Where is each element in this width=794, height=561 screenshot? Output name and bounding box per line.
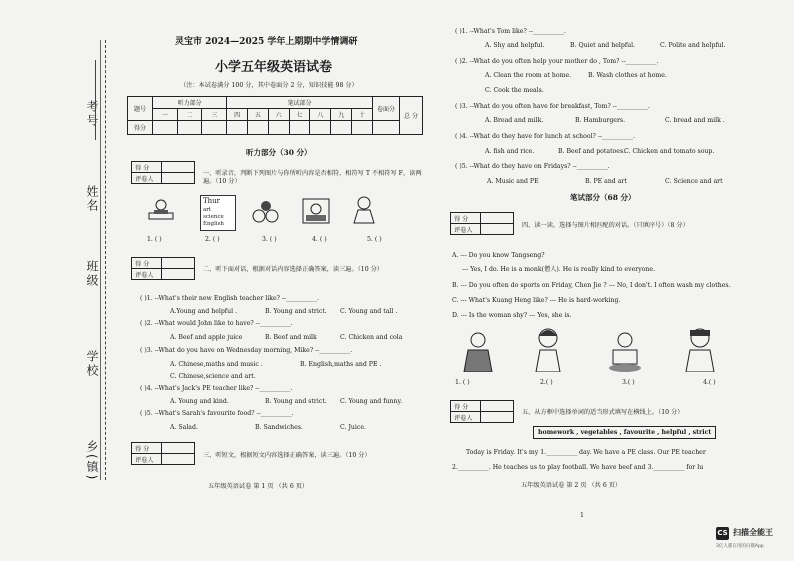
score-cell[interactable]: [331, 121, 352, 135]
page-footer-1: 五年级英语试卷 第 1 页 （共 6 页）: [208, 483, 309, 490]
exam-number-label: 考号: [85, 100, 99, 128]
camscanner-tagline: 3亿人都在用的扫描App: [716, 544, 764, 549]
class-label: 班级: [85, 260, 99, 288]
col-num: 四: [227, 109, 248, 121]
score-entry[interactable]: [481, 213, 514, 224]
option-c[interactable]: C. Cook the meals.: [485, 87, 544, 94]
question: ( )5. --What's Sarah's favourite food? --__________.: [140, 410, 294, 417]
exam-note: （注：本试卷满分 100 分，其中卷面分 2 分，知识技能 98 分）: [180, 82, 358, 89]
grader-entry[interactable]: [162, 454, 195, 465]
score-label: 得 分: [451, 213, 481, 224]
option-c[interactable]: C. Young and funny.: [340, 398, 403, 405]
picture-kuang-heng: [680, 326, 720, 372]
score-cell[interactable]: [310, 121, 331, 135]
exam-title: 灵宝市 2024—2025 学年上期期中学情调研: [175, 37, 358, 47]
option-a[interactable]: A. Young and kind.: [170, 398, 229, 405]
option-a[interactable]: A. Chinese,maths and music .: [170, 361, 263, 368]
question: ( )1. --What's Tom like? --__________.: [455, 28, 566, 35]
answer-blank[interactable]: 1. ( ): [147, 236, 162, 243]
passage-line-1: Today is Friday. It's my 1.__________ day. We have a PE class. Our PE teacher: [466, 449, 706, 456]
section4-instruction: 四、读一读，选择与图片相匹配的对话。（只填序号）（8 分）: [522, 222, 689, 229]
fold-line: [105, 40, 106, 480]
scorer-box-3: [131, 442, 195, 465]
score-entry[interactable]: [162, 258, 195, 269]
col-num: 八: [310, 109, 331, 121]
option-b[interactable]: B. Young and strict.: [265, 308, 327, 315]
answer-blank[interactable]: 4. ( ): [312, 236, 327, 243]
option-b[interactable]: B. Sandwiches.: [255, 424, 303, 431]
page-mark: 1: [580, 512, 584, 519]
picture-timetable: [200, 195, 236, 231]
option-b[interactable]: B. English,maths and PE .: [300, 361, 382, 368]
answer-blank[interactable]: 3. ( ): [262, 236, 277, 243]
timetable-subject: science: [203, 214, 224, 220]
grader-entry[interactable]: [481, 412, 514, 423]
question: ( )4. --What do they have for lunch at school? --__________.: [455, 133, 635, 140]
option-a[interactable]: A. Clean the room at home.: [485, 72, 572, 79]
section5-instruction: 五、从方框中选择单词的适当形式填写在横线上。（10 分）: [522, 409, 684, 416]
score-cell[interactable]: [289, 121, 310, 135]
picture-fruits: [250, 198, 282, 226]
option-c[interactable]: C. bread and milk .: [665, 117, 725, 124]
picture-cooking: [300, 195, 332, 223]
col-num: 一: [153, 109, 178, 121]
scorer-box-2: [131, 257, 195, 280]
option-b[interactable]: B. PE and art: [585, 178, 627, 185]
option-c[interactable]: C. Young and tall .: [340, 308, 398, 315]
page-footer-2: 五年级英语试卷 第 2 页 （共 6 页）: [521, 482, 622, 489]
question: ( )4. --What's Jack's PE teacher like? --__________.: [140, 385, 293, 392]
option-c[interactable]: C. Chicken and tomato soup.: [624, 148, 715, 155]
listening-heading: 听力部分（30 分）: [246, 148, 312, 157]
picture-student-reading: [145, 197, 177, 225]
answer-blank[interactable]: 3.( ): [622, 379, 635, 386]
option-b[interactable]: B. Beef and potatoes.: [558, 148, 626, 155]
grader-label: 评卷人: [132, 454, 162, 465]
option-c[interactable]: C. Juice.: [340, 424, 366, 431]
option-a[interactable]: A. Beef and apple juice: [170, 334, 243, 341]
camscanner-name: 扫描全能王: [733, 528, 773, 537]
option-a[interactable]: A. Shy and helpful.: [485, 42, 545, 49]
option-b[interactable]: B. Hamburgers.: [575, 117, 626, 124]
written-heading: 笔试部分（68 分）: [570, 193, 636, 202]
option-b[interactable]: B. Quiet and helpful.: [570, 42, 636, 49]
option-a[interactable]: A. Salad.: [170, 424, 198, 431]
dialogue-line: D. --- Is the woman shy? --- Yes, she is.: [452, 312, 572, 319]
score-entry[interactable]: [162, 443, 195, 454]
picture-shy-woman: [528, 326, 568, 372]
section3-instruction: 三、听短文，根据短文内容选择正确答案，读三遍。（10 分）: [203, 452, 371, 459]
score-label: 得 分: [132, 443, 162, 454]
school-label: 学校: [85, 350, 99, 378]
section1-instruction: 一、听录音，判断下列图片与你所听内容是否相符，相符写 T 不相符写 F，读两遍。（10 分）: [203, 170, 422, 185]
option-a[interactable]: A. Bread and milk.: [485, 117, 544, 124]
answer-blank[interactable]: 4.( ): [703, 379, 716, 386]
listening-group-header: 听力部分: [153, 97, 227, 109]
grader-label: 评卷人: [132, 173, 162, 184]
name-label: 姓名: [85, 185, 99, 213]
score-label: 得 分: [451, 401, 481, 412]
option-a[interactable]: A.Young and helpful .: [170, 308, 237, 315]
written-group-header: 笔试部分: [227, 97, 373, 109]
answer-blank[interactable]: 2.( ): [540, 379, 553, 386]
field-line: [95, 60, 96, 140]
scorer-box-4: [450, 212, 514, 235]
grader-entry[interactable]: [481, 224, 514, 235]
question: ( )3. --What do you often have for breakfast, Tom? --__________.: [455, 103, 650, 110]
option-c[interactable]: C. Polite and helpful.: [660, 42, 726, 49]
picture-monk: [458, 330, 498, 372]
question: ( )2. --What do you often help your mother do , Tom? --__________.: [455, 58, 659, 65]
grader-entry[interactable]: [162, 269, 195, 280]
exam-subtitle: 小学五年级英语试卷: [215, 60, 333, 75]
score-row-label: 得分: [128, 121, 153, 135]
grader-label: 评卷人: [451, 224, 481, 235]
option-b[interactable]: B. Beef and milk: [265, 334, 317, 341]
score-cell[interactable]: [202, 121, 227, 135]
township-label: 乡(镇): [85, 440, 99, 482]
scorer-box-1: [131, 161, 195, 184]
dialogue-line: A. --- Do you know Tangseng?: [452, 252, 545, 259]
score-cell[interactable]: [373, 121, 400, 135]
grader-label: 评卷人: [132, 269, 162, 280]
col-num: 九: [331, 109, 352, 121]
answer-blank[interactable]: 2. ( ): [205, 236, 220, 243]
timetable-day: Thur: [203, 197, 221, 205]
score-cell[interactable]: [227, 121, 248, 135]
option-b[interactable]: B. Wash clothes at home.: [588, 72, 667, 79]
option-a[interactable]: A. fish and rice.: [485, 148, 535, 155]
option-c[interactable]: C. Science and art: [665, 178, 723, 185]
option-b[interactable]: B. Young and strict.: [265, 398, 327, 405]
question: ( )2. --What would John like to have? --__________.: [140, 320, 293, 327]
score-label: 得 分: [132, 162, 162, 173]
section2-instruction: 二、听下面对话，根据对话内容选择正确答案，读三遍。（10 分）: [203, 266, 383, 273]
dialogue-line: --- Yes, I do. He is a monk(僧人). He is really kind to everyone.: [462, 266, 656, 273]
dialogue-line: B. --- Do you often do sports on Friday, Chen Jie ? --- No, I don't. I often wash my clothes.: [452, 282, 731, 289]
question: ( )3. --What do you have on Wednesday morning, Mike? --__________.: [140, 347, 353, 354]
score-table: [127, 96, 423, 135]
passage-line-2: 2.__________. He teaches us to play football. We have beef and 3.__________ for lu: [452, 464, 704, 471]
word-box: homework , vegetables , favourite , helpful , strict: [533, 426, 716, 439]
col-num: 五: [248, 109, 269, 121]
question: ( )1. --What's their new English teacher like? --__________.: [140, 295, 319, 302]
question: ( )5. --What do they have on Fridays? --__________.: [455, 163, 610, 170]
picture-teacher: [348, 195, 380, 223]
col-num: 十: [352, 109, 373, 121]
score-table-row-label: 题号: [128, 97, 153, 121]
col-num: 二: [177, 109, 202, 121]
answer-blank[interactable]: 1. ( ): [455, 379, 470, 386]
grader-entry[interactable]: [162, 173, 195, 184]
score-cell[interactable]: [177, 121, 202, 135]
total-header: 总 分: [400, 97, 423, 135]
score-cell[interactable]: [248, 121, 269, 135]
camscanner-logo-icon: CS: [716, 527, 729, 540]
score-cell[interactable]: [153, 121, 178, 135]
juanmian-header: 卷面分: [373, 97, 400, 121]
option-a[interactable]: A. Music and PE: [487, 178, 539, 185]
dialogue-line: C. --- What's Kuang Heng like? --- He is hard-working.: [452, 297, 621, 304]
fold-line-solid: [100, 40, 101, 480]
score-cell[interactable]: [268, 121, 289, 135]
answer-blank[interactable]: 5. ( ): [367, 236, 382, 243]
option-c[interactable]: C. Chinese,science and art.: [170, 373, 256, 380]
score-entry[interactable]: [162, 162, 195, 173]
col-num: 三: [202, 109, 227, 121]
picture-washing-clothes: [605, 330, 645, 372]
timetable-subject: art: [203, 207, 212, 213]
scorer-box-5: [450, 400, 514, 423]
grader-label: 评卷人: [451, 412, 481, 423]
score-cell[interactable]: [352, 121, 373, 135]
col-num: 七: [289, 109, 310, 121]
timetable-subject: English: [203, 221, 224, 227]
score-label: 得 分: [132, 258, 162, 269]
score-entry[interactable]: [481, 401, 514, 412]
col-num: 六: [268, 109, 289, 121]
option-c[interactable]: C. Chicken and cola: [340, 334, 403, 341]
